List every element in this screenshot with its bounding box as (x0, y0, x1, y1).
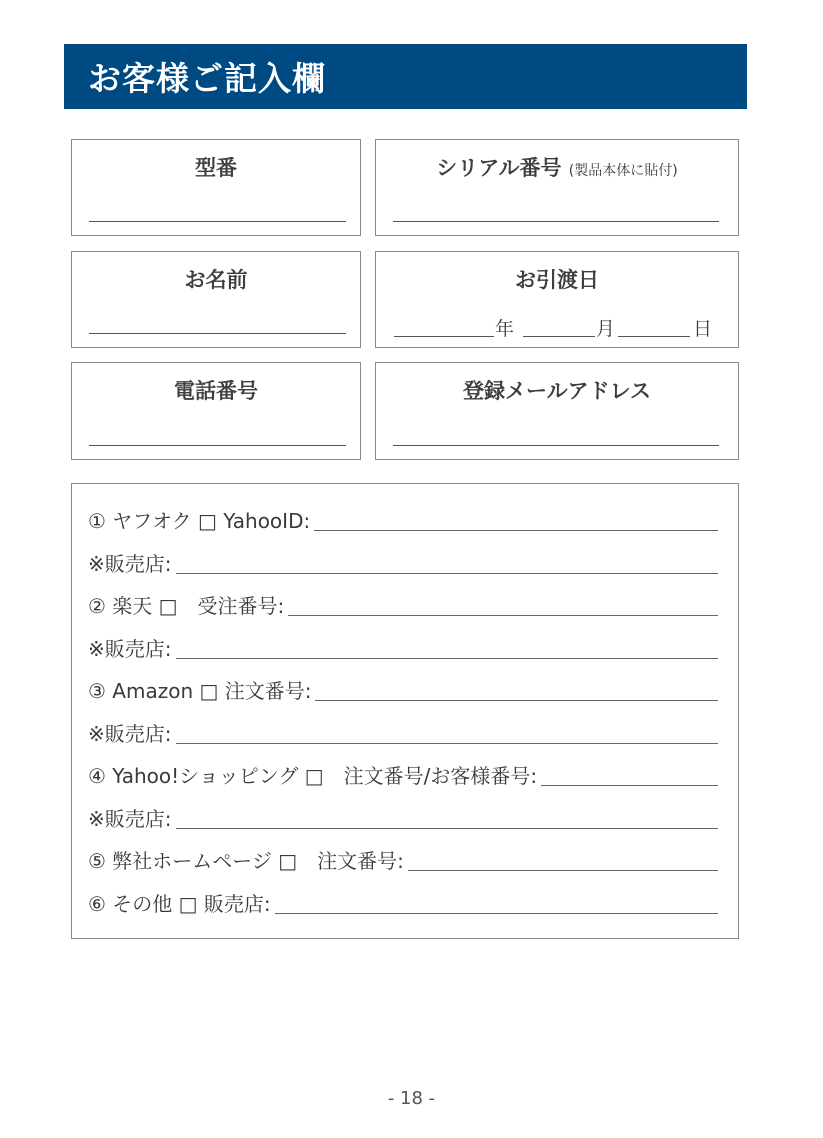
purchase-row-field[interactable] (408, 870, 718, 871)
purchase-row-label: ③ Amazon □ 注文番号: (88, 679, 312, 703)
year-field[interactable] (394, 336, 494, 337)
phone-box (71, 362, 361, 460)
name-label: お名前 (184, 268, 248, 292)
purchase-row-label: ④ Yahoo!ショッピング □ 注文番号/お客様番号: (88, 764, 538, 788)
name-field[interactable] (89, 333, 346, 334)
purchase-row-store[interactable] (88, 632, 718, 662)
email-box (375, 362, 739, 460)
purchase-row-label: ※販売店: (88, 552, 172, 576)
email-field[interactable] (393, 445, 719, 446)
delivery-date-label: お引渡日 (515, 268, 599, 292)
serial-number-title (376, 152, 738, 182)
email-label: 登録メールアドレス (463, 379, 651, 403)
purchase-row-field[interactable] (275, 913, 718, 914)
purchase-row-other[interactable] (88, 887, 718, 917)
purchase-row-label: ② 楽天 □ 受注番号: (88, 594, 285, 618)
purchase-channel-box (71, 483, 739, 939)
purchase-row-field[interactable] (315, 700, 718, 701)
month-label: 月 (596, 318, 616, 340)
delivery-date-box (375, 251, 739, 348)
purchase-row-yahoo-auction[interactable] (88, 504, 718, 534)
purchase-row-field[interactable] (541, 785, 718, 786)
page-number: - 18 - (387, 1088, 436, 1109)
purchase-row-company-website[interactable] (88, 844, 718, 874)
phone-field[interactable] (89, 445, 346, 446)
purchase-row-store[interactable] (88, 717, 718, 747)
year-label: 年 (495, 318, 515, 340)
month-field[interactable] (523, 336, 595, 337)
serial-number-label: シリアル番号 (436, 156, 562, 180)
name-box (71, 251, 361, 348)
purchase-row-label: ⑥ その他 □ 販売店: (88, 892, 271, 916)
purchase-row-label: ① ヤフオク □ YahooID: (88, 509, 311, 533)
section-title: お客様ご記入欄 (88, 59, 326, 98)
serial-number-box (375, 139, 739, 236)
purchase-row-store[interactable] (88, 802, 718, 832)
purchase-row-field[interactable] (176, 828, 719, 829)
purchase-row-field[interactable] (176, 743, 719, 744)
day-label: 日 (693, 318, 713, 340)
purchase-row-label: ※販売店: (88, 807, 172, 831)
purchase-row-store[interactable] (88, 547, 718, 577)
model-number-box (71, 139, 361, 236)
purchase-row-field[interactable] (176, 573, 719, 574)
purchase-row-field[interactable] (314, 530, 718, 531)
serial-number-note: (製品本体に貼付) (568, 163, 678, 179)
phone-label: 電話番号 (174, 379, 258, 403)
day-field[interactable] (618, 336, 690, 337)
delivery-date-row (394, 314, 720, 340)
model-number-label: 型番 (195, 156, 237, 180)
section-header (64, 44, 747, 109)
purchase-row-field[interactable] (176, 658, 719, 659)
purchase-row-yahoo-shopping[interactable] (88, 759, 718, 789)
purchase-row-rakuten[interactable] (88, 589, 718, 619)
serial-number-field[interactable] (393, 221, 719, 222)
purchase-row-field[interactable] (288, 615, 718, 616)
purchase-row-label: ⑤ 弊社ホームページ □ 注文番号: (88, 849, 404, 873)
purchase-row-amazon[interactable] (88, 674, 718, 704)
model-number-field[interactable] (89, 221, 346, 222)
purchase-row-label: ※販売店: (88, 722, 172, 746)
purchase-row-label: ※販売店: (88, 637, 172, 661)
